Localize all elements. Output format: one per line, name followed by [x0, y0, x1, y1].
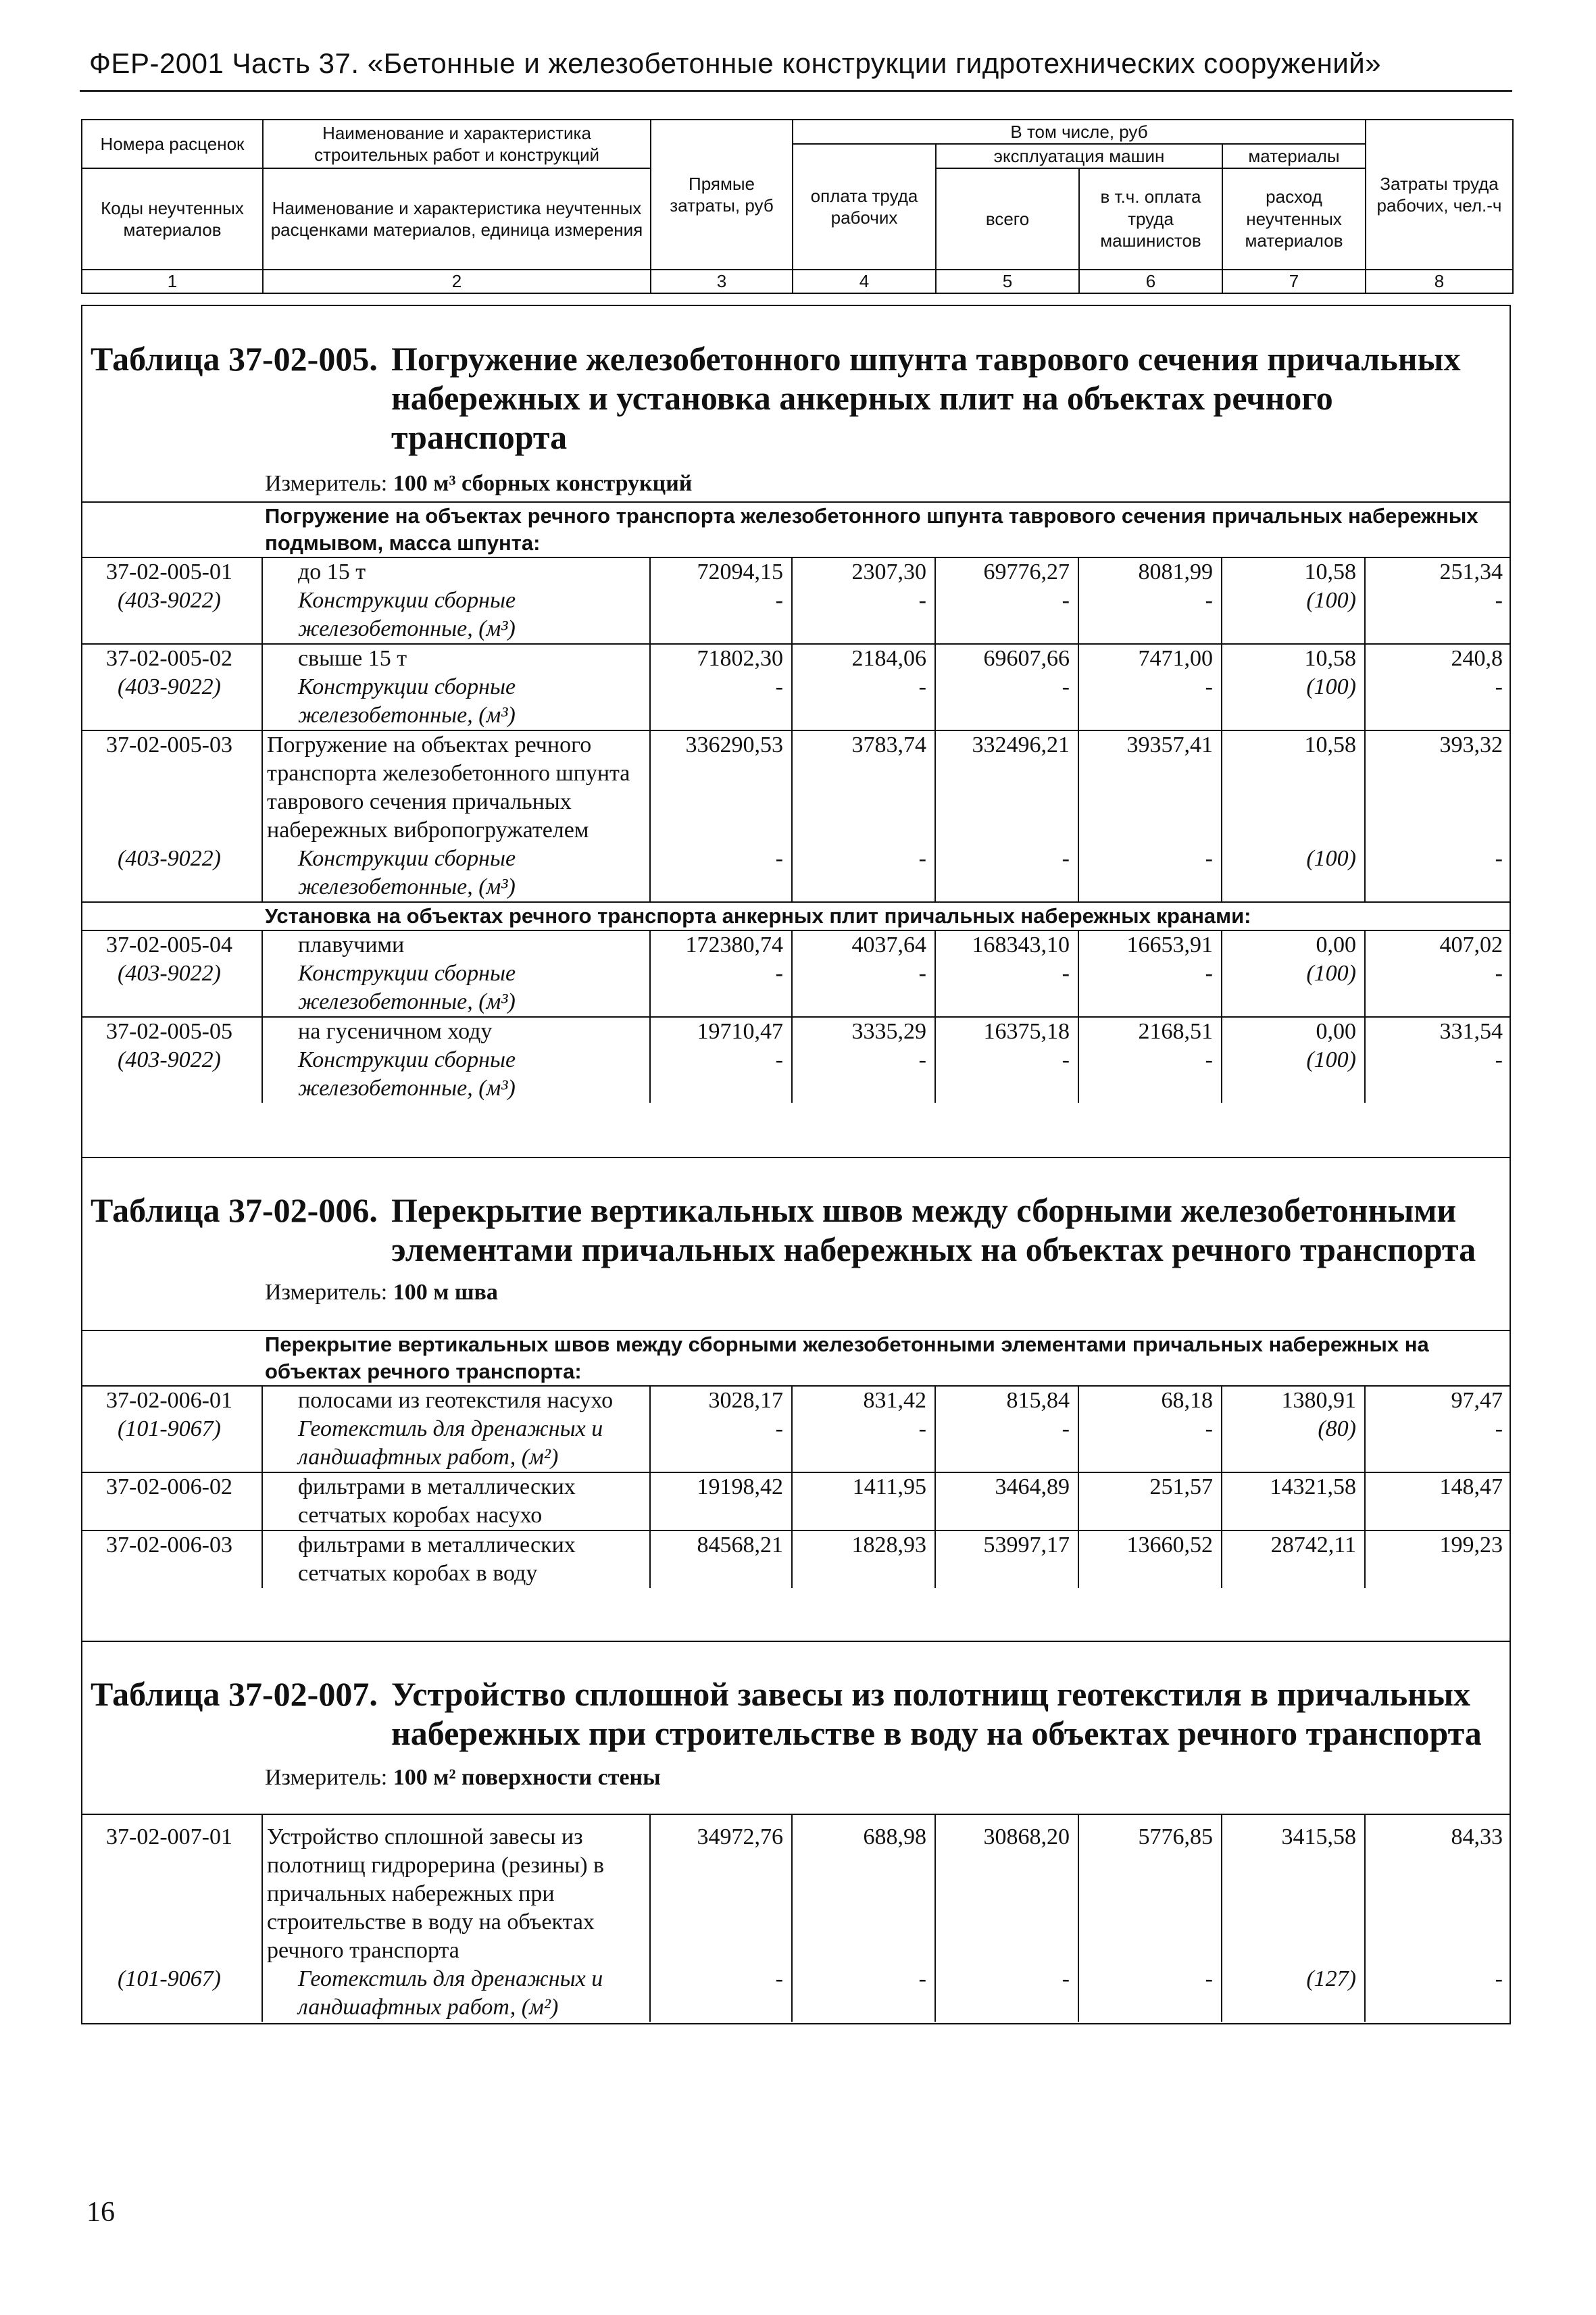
rate-name: полосами из геотекстиля насухо [262, 1386, 650, 1415]
direct-costs: 19710,47 [650, 1017, 792, 1046]
direct-costs: - [650, 673, 792, 730]
material-row [81, 1415, 1511, 1472]
worker-pay: - [792, 1965, 935, 2022]
machinist-pay: 16653,91 [1078, 930, 1222, 960]
machines-total: 332496,21 [935, 730, 1078, 845]
material-name: Геотекстиль для дренажных и ландшафтных работ, (м²) [262, 1965, 650, 2022]
rate-code: 37-02-005-05 [81, 1017, 262, 1046]
table-005-subheading-2: Установка на объектах речного транспорта анкерных плит причальных набережных кранами: [81, 902, 1511, 930]
direct-costs: 336290,53 [650, 730, 792, 845]
machines-total: 69776,27 [935, 557, 1078, 587]
header-including: В том числе, руб [793, 120, 1366, 144]
material-code: (403-9022) [118, 588, 221, 613]
worker-pay: - [792, 1415, 935, 1472]
machinist-pay: 13660,52 [1078, 1530, 1222, 1588]
meter-value: 100 м² поверхности стены [393, 1765, 661, 1790]
worker-pay: 1411,95 [792, 1472, 935, 1530]
materials-cost: 3415,58 [1222, 1823, 1365, 1965]
page-number: 16 [86, 2197, 115, 2228]
labor-hours: - [1365, 1965, 1511, 2022]
direct-costs: 71802,30 [650, 644, 792, 673]
labor-hours: - [1365, 960, 1511, 1017]
worker-pay: 688,98 [792, 1823, 935, 1965]
machines-total: 53997,17 [935, 1530, 1078, 1588]
header-material-consumption: расход неучтенных материалов [1222, 168, 1366, 270]
column-number: 1 [82, 270, 263, 293]
machinist-pay: - [1078, 1046, 1222, 1103]
labor-hours: 84,33 [1365, 1823, 1511, 1965]
rate-code: 37-02-005-01 [81, 557, 262, 587]
labor-hours: 148,47 [1365, 1472, 1511, 1530]
material-consumption: (100) [1222, 587, 1365, 644]
machinist-pay: 8081,99 [1078, 557, 1222, 587]
material-row [81, 845, 1511, 902]
materials-cost: 14321,58 [1222, 1472, 1365, 1530]
rate-code: 37-02-006-03 [81, 1530, 262, 1588]
table-row [81, 1472, 1511, 1530]
column-number: 3 [651, 270, 793, 293]
material-name: Конструкции сборные железобетонные, (м³) [262, 1046, 650, 1103]
machines-total: 30868,20 [935, 1823, 1078, 1965]
header-rate-numbers: Номера расценок [82, 120, 263, 168]
machinist-pay: 5776,85 [1078, 1823, 1222, 1965]
table-005-rows [81, 503, 1511, 1103]
machines-total: 3464,89 [935, 1472, 1078, 1530]
material-row [81, 1046, 1511, 1103]
direct-costs: 72094,15 [650, 557, 792, 587]
material-row [81, 1965, 1511, 2022]
rate-code: 37-02-005-04 [81, 930, 262, 960]
header-machinist-pay: в т.ч. оплата труда машинистов [1079, 168, 1222, 270]
rate-code: 37-02-005-03 [81, 730, 262, 845]
table-007-caption: Устройство сплошной завесы из полотнищ геотекстиля в причальных набережных при строительстве в воду на объектах речного транспорта [391, 1675, 1482, 1752]
labor-hours: - [1365, 587, 1511, 644]
table-005-meter [265, 471, 692, 497]
table-006-meter [265, 1280, 498, 1305]
machines-total: - [935, 960, 1078, 1017]
materials-cost: 1380,91 [1222, 1386, 1365, 1415]
running-header: ФЕР-2001 Часть 37. «Бетонные и железобетонные конструкции гидротехнических сооружений» [89, 47, 1382, 79]
table-row [81, 1017, 1511, 1046]
machines-total: - [935, 673, 1078, 730]
material-name: Конструкции сборные железобетонные, (м³) [262, 845, 650, 902]
table-007-title [91, 1674, 1510, 1753]
machines-total: - [935, 845, 1078, 902]
material-consumption: (80) [1222, 1415, 1365, 1472]
rate-name: на гусеничном ходу [262, 1017, 650, 1046]
table-row [81, 1530, 1511, 1588]
table-row [81, 730, 1511, 845]
worker-pay: 3335,29 [792, 1017, 935, 1046]
material-code: (101-9067) [118, 1416, 221, 1441]
column-number: 5 [936, 270, 1079, 293]
table-007-rows [81, 1815, 1511, 2022]
table-row [81, 930, 1511, 960]
table-row [81, 557, 1511, 587]
column-number: 7 [1222, 270, 1366, 293]
table-006-title [91, 1191, 1510, 1269]
machines-total: 815,84 [935, 1386, 1078, 1415]
direct-costs: 172380,74 [650, 930, 792, 960]
material-name: Конструкции сборные железобетонные, (м³) [262, 673, 650, 730]
worker-pay: - [792, 1046, 935, 1103]
table-row [81, 644, 1511, 673]
worker-pay: - [792, 960, 935, 1017]
table-005-end-rule [81, 1157, 1511, 1158]
header-labor-hours: Затраты труда рабочих, чел.-ч [1366, 120, 1513, 270]
machinist-pay: - [1078, 587, 1222, 644]
machines-total: - [935, 1415, 1078, 1472]
rate-name: фильтрами в металлических сетчатых коробах в воду [262, 1530, 650, 1588]
column-number: 2 [263, 270, 651, 293]
direct-costs: - [650, 1046, 792, 1103]
machinist-pay: - [1078, 1965, 1222, 2022]
rate-name: свыше 15 т [262, 644, 650, 673]
rate-name: до 15 т [262, 557, 650, 587]
labor-hours: - [1365, 845, 1511, 902]
column-number: 6 [1079, 270, 1222, 293]
table-006-rows [81, 1331, 1511, 1588]
table-006-end-rule [81, 1641, 1511, 1642]
rate-name: Устройство сплошной завесы из полотнищ гидрорерина (резины) в причальных набережных при строительстве в воду на объектах речного транспорта [262, 1823, 650, 1965]
header-material-codes: Коды неучтенных материалов [82, 168, 263, 270]
table-005-caption: Погружение железобетонного шпунта таврового сечения причальных набережных и установка анкерных плит на объектах речного транспорта [391, 340, 1461, 456]
materials-cost: 10,58 [1222, 730, 1365, 845]
material-row [81, 960, 1511, 1017]
rate-name: Погружение на объектах речного транспорта железобетонного шпунта таврового сечения причальных набережных вибропогружателем [262, 730, 650, 845]
materials-cost: 0,00 [1222, 1017, 1365, 1046]
material-row [81, 673, 1511, 730]
rate-code: 37-02-006-01 [81, 1386, 262, 1415]
meter-label: Измеритель: [265, 471, 388, 496]
table-005-subheading-1: Погружение на объектах речного транспорта железобетонного шпунта таврового сечения причальных набережных подмывом, масса шпунта: [265, 504, 1478, 555]
table-row [81, 1823, 1511, 1965]
table-005-title [91, 339, 1510, 457]
column-header-table [81, 119, 1514, 294]
materials-cost: 0,00 [1222, 930, 1365, 960]
material-name: Геотекстиль для дренажных и ландшафтных работ, (м²) [262, 1415, 650, 1472]
meter-label: Измеритель: [265, 1765, 388, 1790]
labor-hours: - [1365, 1046, 1511, 1103]
worker-pay: 1828,93 [792, 1530, 935, 1588]
material-code: (101-9067) [118, 1966, 221, 1991]
machines-total: 69607,66 [935, 644, 1078, 673]
machines-total: - [935, 1965, 1078, 2022]
labor-hours: 407,02 [1365, 930, 1511, 960]
worker-pay: - [792, 673, 935, 730]
worker-pay: 831,42 [792, 1386, 935, 1415]
header-machine-operation: эксплуатация машин [936, 144, 1222, 168]
worker-pay: 3783,74 [792, 730, 935, 845]
material-name: Конструкции сборные железобетонные, (м³) [262, 587, 650, 644]
machinist-pay: 68,18 [1078, 1386, 1222, 1415]
materials-cost: 28742,11 [1222, 1530, 1365, 1588]
materials-cost: 10,58 [1222, 557, 1365, 587]
material-code: (403-9022) [118, 1047, 221, 1072]
machinist-pay: - [1078, 673, 1222, 730]
rate-name: фильтрами в металлических сетчатых коробах насухо [262, 1472, 650, 1530]
table-row [81, 1386, 1511, 1415]
header-worker-pay: оплата труда рабочих [793, 144, 936, 270]
labor-hours: 199,23 [1365, 1530, 1511, 1588]
direct-costs: - [650, 960, 792, 1017]
machinist-pay: 2168,51 [1078, 1017, 1222, 1046]
machines-total: - [935, 1046, 1078, 1103]
rate-name: плавучими [262, 930, 650, 960]
worker-pay: - [792, 845, 935, 902]
direct-costs: 34972,76 [650, 1823, 792, 1965]
table-006-caption: Перекрытие вертикальных швов между сборными железобетонными элементами причальных набережных на объектах речного транспорта [391, 1191, 1476, 1268]
meter-value: 100 м шва [393, 1280, 498, 1305]
table-006-subheading: Перекрытие вертикальных швов между сборными железобетонными элементами причальных набережных на объектах речного транспорта: [265, 1333, 1429, 1383]
machinist-pay: 7471,00 [1078, 644, 1222, 673]
machinist-pay: - [1078, 1415, 1222, 1472]
column-number: 8 [1366, 270, 1513, 293]
machinist-pay: - [1078, 845, 1222, 902]
worker-pay: 2307,30 [792, 557, 935, 587]
meter-value: 100 м³ сборных конструкций [393, 471, 693, 496]
header-machines-total: всего [936, 168, 1079, 270]
worker-pay: 2184,06 [792, 644, 935, 673]
labor-hours: 251,34 [1365, 557, 1511, 587]
machinist-pay: 39357,41 [1078, 730, 1222, 845]
material-consumption: (100) [1222, 845, 1365, 902]
rate-code: 37-02-006-02 [81, 1472, 262, 1530]
machines-total: - [935, 587, 1078, 644]
table-006-number: Таблица 37-02-006. [91, 1191, 378, 1229]
material-consumption: (100) [1222, 1046, 1365, 1103]
table-005-number: Таблица 37-02-005. [91, 340, 378, 378]
header-materials: материалы [1222, 144, 1366, 168]
labor-hours: - [1365, 673, 1511, 730]
labor-hours: - [1365, 1415, 1511, 1472]
direct-costs: 84568,21 [650, 1530, 792, 1588]
labor-hours: 240,8 [1365, 644, 1511, 673]
rate-code: 37-02-007-01 [106, 1824, 232, 1849]
worker-pay: - [792, 587, 935, 644]
header-direct-costs: Прямые затраты, руб [651, 120, 793, 270]
header-material-names: Наименование и характеристика неучтенных расценками материалов, единица измерения [263, 168, 651, 270]
material-code: (403-9022) [118, 674, 221, 699]
direct-costs: 19198,42 [650, 1472, 792, 1530]
materials-cost: 10,58 [1222, 644, 1365, 673]
material-name: Конструкции сборные железобетонные, (м³) [262, 960, 650, 1017]
header-work-name: Наименование и характеристика строительных работ и конструкций [263, 120, 651, 168]
labor-hours: 331,54 [1365, 1017, 1511, 1046]
machinist-pay: 251,57 [1078, 1472, 1222, 1530]
table-007-meter [265, 1765, 661, 1791]
direct-costs: 3028,17 [650, 1386, 792, 1415]
material-consumption: (127) [1222, 1965, 1365, 2022]
machinist-pay: - [1078, 960, 1222, 1017]
material-code: (403-9022) [118, 846, 221, 871]
direct-costs: - [650, 1965, 792, 2022]
rate-code: 37-02-005-02 [81, 644, 262, 673]
direct-costs: - [650, 1415, 792, 1472]
worker-pay: 4037,64 [792, 930, 935, 960]
machines-total: 16375,18 [935, 1017, 1078, 1046]
material-consumption: (100) [1222, 673, 1365, 730]
material-consumption: (100) [1222, 960, 1365, 1017]
meter-label: Измеритель: [265, 1280, 388, 1305]
machines-total: 168343,10 [935, 930, 1078, 960]
table-007-number: Таблица 37-02-007. [91, 1675, 378, 1713]
column-number: 4 [793, 270, 936, 293]
header-rule [80, 90, 1512, 92]
direct-costs: - [650, 587, 792, 644]
material-code: (403-9022) [118, 961, 221, 986]
labor-hours: 393,32 [1365, 730, 1511, 845]
direct-costs: - [650, 845, 792, 902]
material-row [81, 587, 1511, 644]
labor-hours: 97,47 [1365, 1386, 1511, 1415]
